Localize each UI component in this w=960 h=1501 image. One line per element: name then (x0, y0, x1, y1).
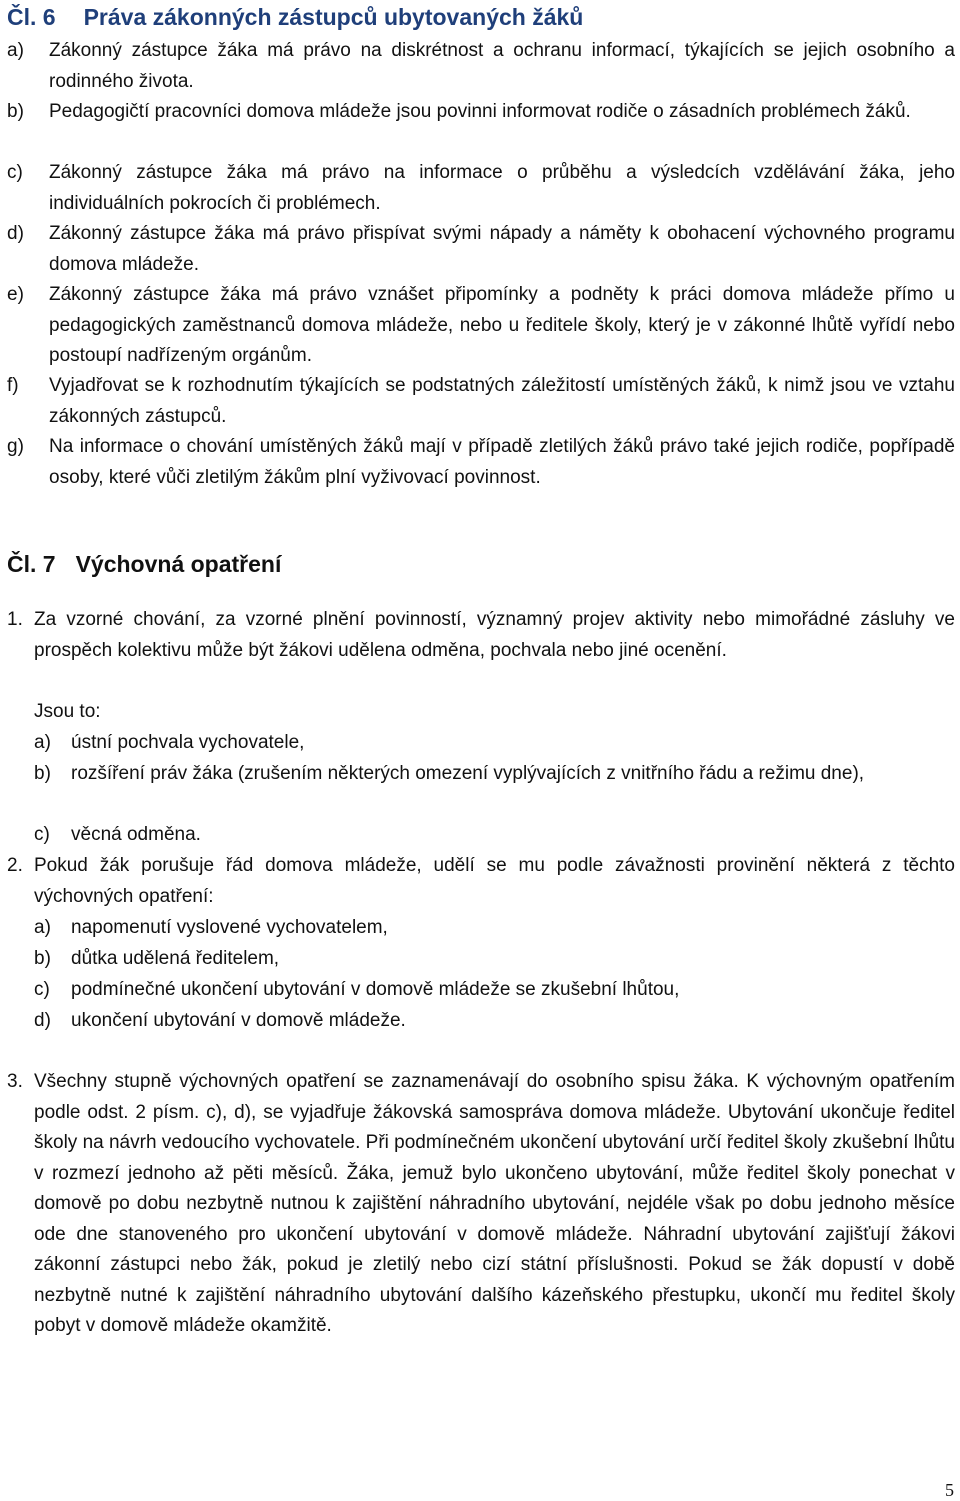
item-label: f) (7, 375, 19, 396)
item-label: e) (7, 284, 24, 305)
item-text: ukončení ubytování v domově mládeže. (71, 1010, 406, 1031)
paragraph-text: Všechny stupně výchovných opatření se zaznamenávají do osobního spisu žáka. K výchovným opatřením podle odst. 2 písm. c), d), se vyjadřuje žákovská samospráva domova mládeže. Ubytování ukončuje ředitel školy na návrh vedoucího vychovatele. Při podmínečném ukončení ubytování určí ředitel školy zkušební lhůtu v rozmezí jednoho až pěti měsíců. Žáka, jemuž bylo ukončeno ubytování, může ředitel školy ponechat v domově po dobu nezbytně nutnou k zajištění náhradního ubytování, nejdéle však po dobu jednoho měsíce ode dne stanoveného pro ukončení ubytování v domově mládeže. Náhradní ubytování zajišťují žákovi zákonní zástupci nebo žák, pokud je zletilý nebo cizí státní příslušnosti. Pokud se žák dopustí v době nezbytně nutné k zajištění náhradního ubytování dalšího kázeňského přestupku, ukončí mu ředitel školy pobyt v domově mládeže okamžitě. (34, 1071, 955, 1336)
intro-text: Jsou to: (34, 701, 101, 722)
section-7-title: Výchovná opatření (75, 551, 282, 577)
paragraph-text: Pokud žák porušuje řád domova mládeže, udělí se mu podle závažnosti provinění některá z těchto výchovných opatření: (34, 855, 955, 907)
item-label: b) (7, 101, 24, 122)
item-text: Pedagogičtí pracovníci domova mládeže jsou povinni informovat rodiče o zásadních problémech žáků. (49, 101, 911, 122)
paragraph-number: 1. (7, 609, 23, 630)
section-7-heading (7, 550, 281, 578)
paragraph-text: Za vzorné chování, za vzorné plnění povinností, významný projev aktivity nebo mimořádné zásluhy ve prospěch kolektivu může být žákovi udělena odměna, pochvala nebo jiné ocenění. (34, 609, 955, 661)
item-text: důtka udělená ředitelem, (71, 948, 280, 969)
item-label: b) (34, 948, 51, 969)
item-label: a) (7, 40, 24, 61)
section-7-number: Čl. 7 (7, 551, 56, 577)
section-6-title: Práva zákonných zástupců ubytovaných žáků (83, 4, 584, 30)
item-label: g) (7, 436, 24, 457)
item-text: Vyjadřovat se k rozhodnutím týkajících se podstatných záležitostí umístěných žáků, k nimž jsou ve vztahu zákonných zástupců. (49, 375, 955, 427)
item-label: d) (34, 1010, 51, 1031)
item-label: c) (34, 979, 50, 1000)
section-6-heading (7, 3, 583, 31)
item-text: Zákonný zástupce žáka má právo na diskrétnost a ochranu informací, týkajících se jejich osobního a rodinného života. (49, 40, 955, 92)
item-text: ústní pochvala vychovatele, (71, 732, 305, 753)
item-label: d) (7, 223, 24, 244)
item-text: Na informace o chování umístěných žáků mají v případě zletilých žáků právo také jejich rodiče, popřípadě osoby, které vůči zletilým žákům plní vyživovací povinnost. (49, 436, 955, 488)
item-text: věcná odměna. (71, 824, 201, 845)
item-label: c) (7, 162, 23, 183)
item-text: rozšíření práv žáka (zrušením některých omezení vyplývajících z vnitřního řádu a režimu dne), (71, 763, 865, 784)
item-label: a) (34, 917, 51, 938)
item-text: Zákonný zástupce žáka má právo vznášet připomínky a podněty k práci domova mládeže přímo u pedagogických zaměstnanců domova mládeže, nebo u ředitele školy, který je v zákonné lhůtě vyřídí nebo postoupí nadřízeným orgánům. (49, 284, 955, 366)
paragraph-number: 2. (7, 855, 23, 876)
item-label: b) (34, 763, 51, 784)
item-label: a) (34, 732, 51, 753)
page-number: 5 (945, 1480, 954, 1500)
item-label: c) (34, 824, 50, 845)
item-text: Zákonný zástupce žáka má právo na informace o průběhu a výsledcích vzdělávání žáka, jeho individuálních pokrocích či problémech. (49, 162, 955, 214)
paragraph-number: 3. (7, 1071, 23, 1092)
item-text: Zákonný zástupce žáka má právo přispívat svými nápady a náměty k obohacení výchovného programu domova mládeže. (49, 223, 955, 275)
section-6-number: Čl. 6 (7, 4, 56, 30)
item-text: podmínečné ukončení ubytování v domově mládeže se zkušební lhůtou, (71, 979, 680, 1000)
item-text: napomenutí vyslovené vychovatelem, (71, 917, 388, 938)
